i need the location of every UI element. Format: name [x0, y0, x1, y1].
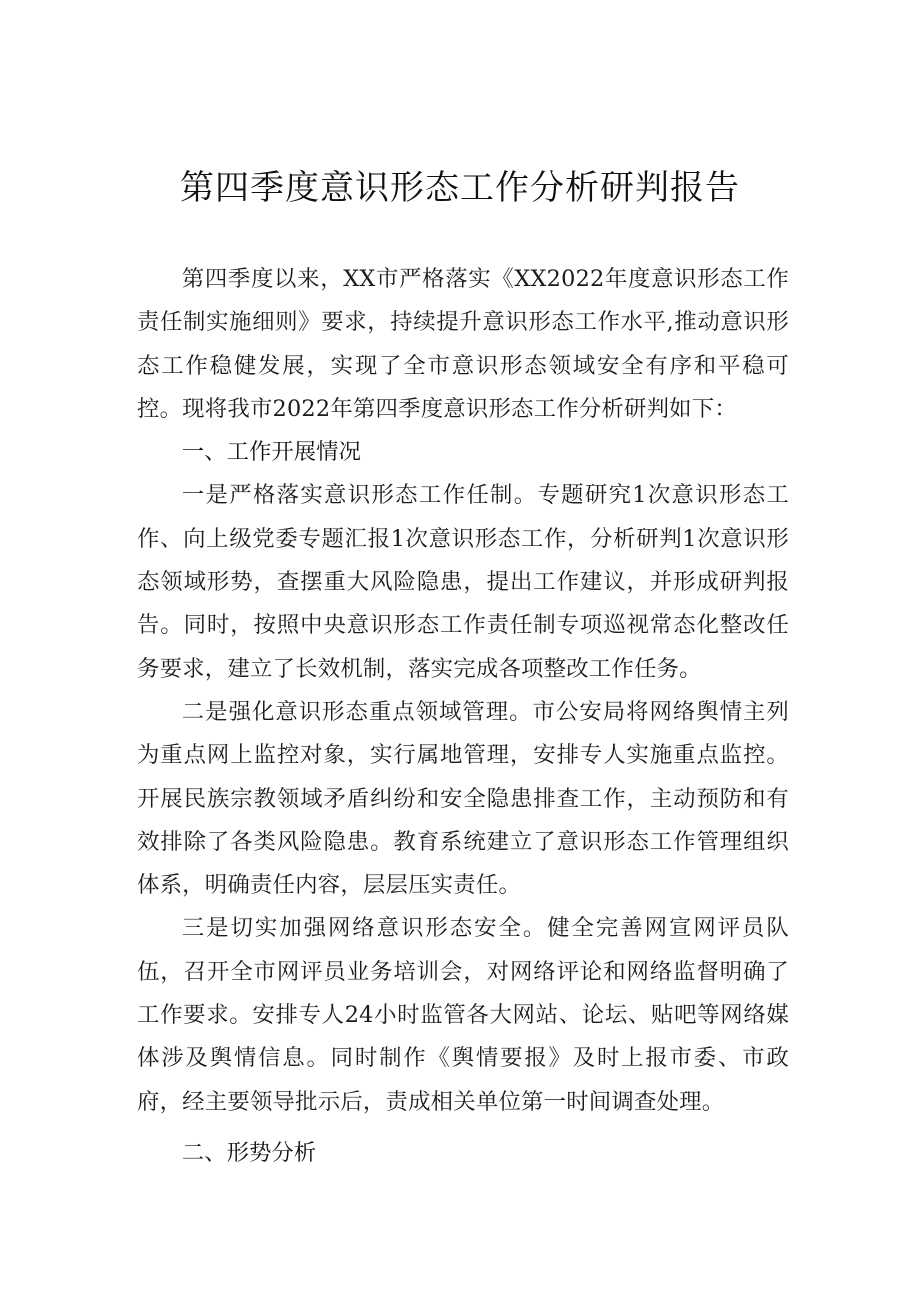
section-2-heading: 二、形势分析 [181, 1139, 317, 1166]
document-title: 第四季度意识形态工作分析研判报告 [180, 168, 740, 208]
section-1-paragraph-3: 三是切实加强网络意识形态安全。健全完善网宣网评员队伍，召开全市网评员业务培训会，对网络评论和网络监督明确了工作要求。安排专人24小时监管各大网站、论坛、贴吧等网络媒体涉及舆情信息。同时制作《舆情要报》及时上报市委、市政府，经主要领导批示后，责成相关单位第一时间调查处理。 [137, 915, 789, 1115]
section-1-paragraph-2: 二是强化意识形态重点领域管理。市公安局将网络舆情主列为重点网上监控对象，实行属地管理，安排专人实施重点监控。开展民族宗教领域矛盾纠纷和安全隐患排查工作，主动预防和有效排除了各类风险隐患。教育系统建立了意识形态工作管理组织体系，明确责任内容，层层压实责任。 [137, 698, 789, 899]
intro-paragraph: 第四季度以来，XX市严格落实《XX2022年度意识形态工作责任制实施细则》要求，持续提升意识形态工作水平,推动意识形态工作稳健发展，实现了全市意识形态领域安全有序和平稳可控。现将我市2022年第四季度意识形态工作分析研判如下： [137, 266, 789, 422]
section-1-paragraph-1: 一是严格落实意识形态工作任制。专题研究1次意识形态工作、向上级党委专题汇报1次意识形态工作，分析研判1次意识形态领域形势，查摆重大风险隐患，提出工作建议，并形成研判报告。同时，按照中央意识形态工作责任制专项巡视常态化整改任务要求，建立了长效机制，落实完成各项整改工作任务。 [137, 482, 789, 682]
document-body [137, 258, 789, 1175]
section-1-heading: 一、工作开展情况 [181, 439, 361, 466]
